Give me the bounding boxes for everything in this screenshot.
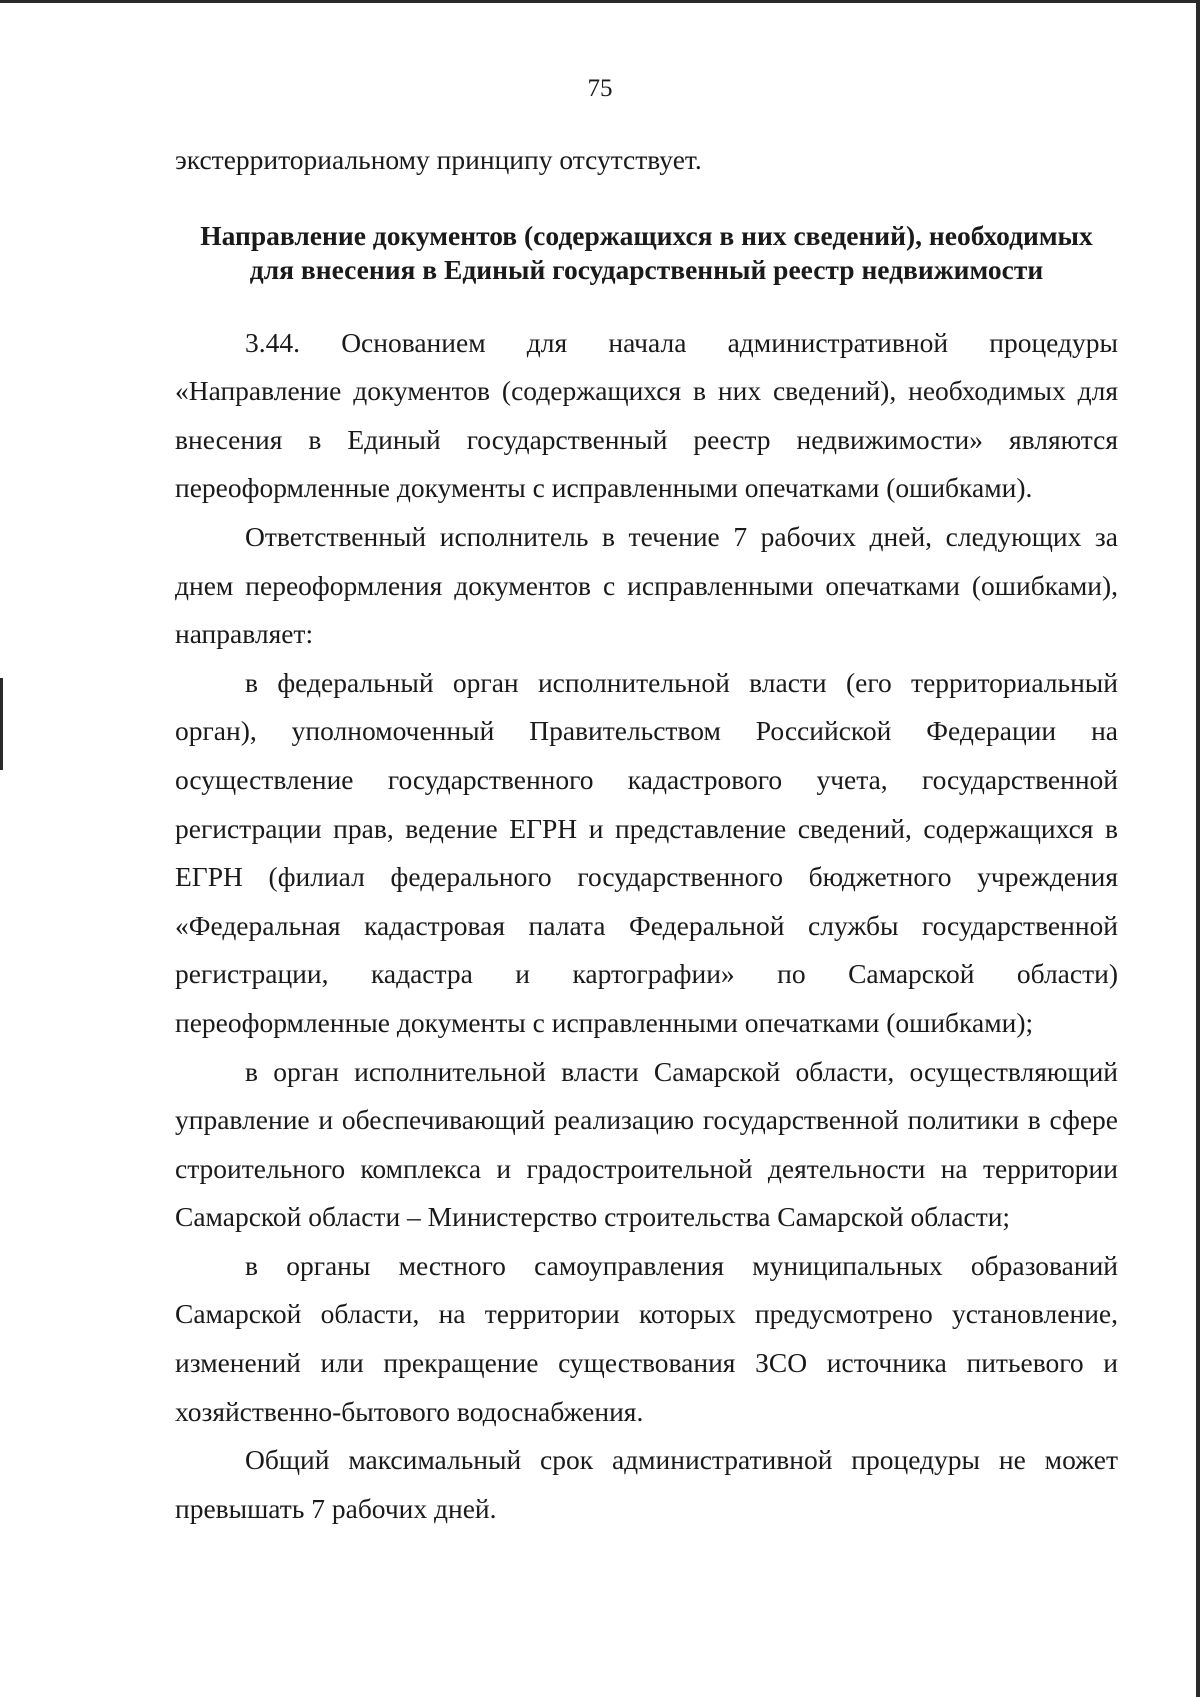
scan-mark-left	[0, 678, 3, 770]
page-number: 75	[587, 75, 613, 102]
paragraph-3-44: 3.44. Основанием для начала административной процедуры «Направление документов (содержащихся в них сведений), необходимых для внесения в Единый государственный реестр недвижимости» являются переоформленные документы с исправленными опечатками (ошибками).	[175, 326, 1118, 504]
paragraph-responsible-executor: Ответственный исполнитель в течение 7 рабочих дней, следующих за днем переоформления документов с исправленными опечатками (ошибками), направляет:	[175, 520, 1118, 650]
scan-border-right	[1196, 0, 1200, 1697]
continuation-text: экстерриториальному принципу отсутствует.	[175, 144, 702, 175]
paragraph-local-bodies: в органы местного самоуправления муниципальных образований Самарской области, на территории которых предусмотрено установление, изменений или прекращение существования ЗСО источника питьевого и хозяйственно-бытового водоснабжения.	[175, 1249, 1118, 1427]
paragraph-max-term: Общий максимальный срок административной процедуры не может превышать 7 рабочих дней.	[175, 1444, 1118, 1524]
scan-border-top	[0, 0, 1200, 3]
section-heading: Направление документов (содержащихся в них сведений), необходимых для внесения в Единый государственный реестр недвижимости	[200, 219, 1093, 285]
paragraph-federal-body: в федеральный орган исполнительной власти (его территориальный орган), уполномоченный Правительством Российской Федерации на осуществление государственного кадастрового учета, государственной регистрации прав, ведение ЕГРН и представление сведений, содержащихся в ЕГРН (филиал федерального государственного бюджетного учреждения «Федеральная кадастровая палата Федеральной службы государственной регистрации, кадастра и картографии» по Самарской области) переоформленные документы с исправленными опечатками (ошибками);	[175, 666, 1118, 1038]
document-body	[175, 136, 1118, 1533]
paragraph-regional-body: в орган исполнительной власти Самарской области, осуществляющий управление и обеспечивающий реализацию государственной политики в сфере строительного комплекса и градостроительной деятельности на территории Самарской области – Министерство строительства Самарской области;	[175, 1055, 1118, 1233]
